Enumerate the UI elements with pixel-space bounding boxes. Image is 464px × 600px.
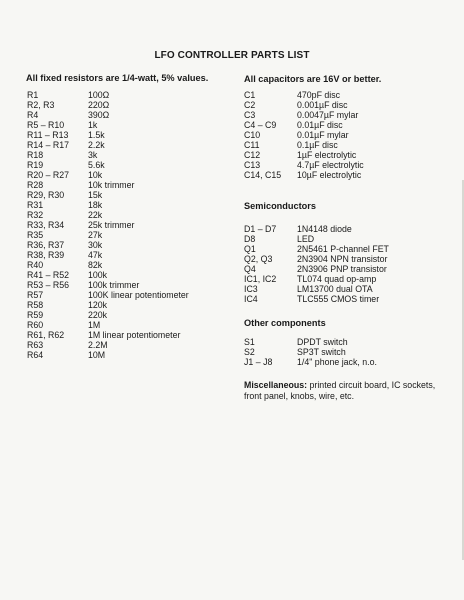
semiconductor-ref: IC1, IC2: [244, 274, 277, 284]
semiconductor-value: TLC555 CMOS timer: [297, 294, 380, 304]
resistor-value: 22k: [88, 210, 103, 220]
capacitor-row: [244, 130, 454, 140]
resistor-row: [27, 340, 227, 350]
semiconductor-ref: IC4: [244, 294, 258, 304]
other-component-row: [244, 347, 454, 357]
resistor-value: 30k: [88, 240, 103, 250]
resistor-value: 10k trimmer: [88, 180, 135, 190]
resistor-row: [27, 130, 227, 140]
resistor-value: 3k: [88, 150, 98, 160]
miscellaneous-text: printed circuit board, IC sockets, front panel, knobs, wire, etc.: [244, 380, 436, 401]
resistor-row: [27, 320, 227, 330]
resistor-ref: R14 – R17: [27, 140, 70, 150]
capacitor-ref: C1: [244, 90, 256, 100]
resistor-row: [27, 160, 227, 170]
resistor-value: 47k: [88, 250, 103, 260]
semiconductor-ref: Q2, Q3: [244, 254, 273, 264]
capacitor-row: [244, 140, 454, 150]
resistor-ref: R57: [27, 290, 44, 300]
resistor-value: 27k: [88, 230, 103, 240]
semiconductor-value: 1N4148 diode: [297, 224, 352, 234]
resistor-value: 2.2k: [88, 140, 105, 150]
resistor-value: 1M linear potentiometer: [88, 330, 181, 340]
resistor-ref: R35: [27, 230, 44, 240]
capacitor-ref: C12: [244, 150, 261, 160]
other-component-value: 1/4" phone jack, n.o.: [297, 357, 377, 367]
capacitor-row: [244, 110, 454, 120]
capacitor-ref: C14, C15: [244, 170, 282, 180]
semiconductor-row: [244, 274, 454, 284]
resistor-row: [27, 170, 227, 180]
capacitor-row: [244, 90, 454, 100]
resistor-row: [27, 90, 227, 100]
resistor-ref: R1: [27, 90, 39, 100]
capacitor-ref: C2: [244, 100, 256, 110]
other-component-row: [244, 337, 454, 347]
resistor-row: [27, 220, 227, 230]
capacitor-ref: C13: [244, 160, 261, 170]
semiconductor-row: [244, 234, 454, 244]
resistor-value: 5.6k: [88, 160, 105, 170]
semiconductors-heading: Semiconductors: [244, 201, 316, 211]
other-component-value: DPDT switch: [297, 337, 348, 347]
resistor-row: [27, 250, 227, 260]
resistor-row: [27, 260, 227, 270]
resistor-ref: R2, R3: [27, 100, 55, 110]
resistor-ref: R41 – R52: [27, 270, 70, 280]
other-component-row: [244, 357, 454, 367]
resistor-ref: R33, R34: [27, 220, 65, 230]
other-component-value: SP3T switch: [297, 347, 346, 357]
semiconductor-row: [244, 224, 454, 234]
resistors-list: [27, 90, 227, 360]
resistor-value: 2.2M: [88, 340, 108, 350]
resistor-ref: R59: [27, 310, 44, 320]
resistor-ref: R28: [27, 180, 44, 190]
resistor-row: [27, 200, 227, 210]
capacitor-value: 4.7µF electrolytic: [297, 160, 364, 170]
resistor-value: 100k trimmer: [88, 280, 140, 290]
resistor-row: [27, 140, 227, 150]
resistor-value: 390Ω: [88, 110, 110, 120]
capacitors-heading: All capacitors are 16V or better.: [244, 74, 382, 84]
resistor-value: 120k: [88, 300, 108, 310]
resistor-value: 1k: [88, 120, 98, 130]
resistor-row: [27, 290, 227, 300]
semiconductor-value: 2N3904 NPN transistor: [297, 254, 388, 264]
resistor-value: 10k: [88, 170, 103, 180]
capacitor-value: 1µF electrolytic: [297, 150, 357, 160]
resistor-row: [27, 240, 227, 250]
resistor-ref: R38, R39: [27, 250, 65, 260]
semiconductor-value: LM13700 dual OTA: [297, 284, 373, 294]
capacitor-value: 0.01µF mylar: [297, 130, 349, 140]
capacitor-row: [244, 160, 454, 170]
capacitor-ref: C4 – C9: [244, 120, 277, 130]
resistor-value: 100Ω: [88, 90, 110, 100]
capacitor-value: 0.0047µF mylar: [297, 110, 359, 120]
resistor-value: 18k: [88, 200, 103, 210]
resistor-row: [27, 300, 227, 310]
miscellaneous-label: Miscellaneous:: [244, 380, 308, 390]
resistor-value: 82k: [88, 260, 103, 270]
resistor-ref: R36, R37: [27, 240, 65, 250]
resistor-value: 100k: [88, 270, 108, 280]
other-component-ref: S2: [244, 347, 255, 357]
capacitor-row: [244, 100, 454, 110]
miscellaneous-note: [244, 380, 449, 402]
resistor-row: [27, 350, 227, 360]
resistor-ref: R20 – R27: [27, 170, 70, 180]
resistor-row: [27, 150, 227, 160]
resistor-value: 100K linear potentiometer: [88, 290, 189, 300]
semiconductor-row: [244, 284, 454, 294]
resistor-row: [27, 190, 227, 200]
capacitor-ref: C11: [244, 140, 260, 150]
resistor-value: 10M: [88, 350, 106, 360]
semiconductor-ref: D8: [244, 234, 256, 244]
resistor-row: [27, 210, 227, 220]
capacitor-ref: C3: [244, 110, 256, 120]
semiconductor-row: [244, 244, 454, 254]
resistor-value: 220Ω: [88, 100, 110, 110]
semiconductor-row: [244, 254, 454, 264]
other-component-ref: J1 – J8: [244, 357, 273, 367]
capacitor-value: 470pF disc: [297, 90, 341, 100]
semiconductor-value: 2N3906 PNP transistor: [297, 264, 387, 274]
resistor-value: 15k: [88, 190, 103, 200]
resistor-ref: R53 – R56: [27, 280, 70, 290]
resistor-row: [27, 110, 227, 120]
semiconductor-ref: Q4: [244, 264, 256, 274]
resistor-ref: R31: [27, 200, 44, 210]
capacitor-row: [244, 170, 454, 180]
semiconductor-value: LED: [297, 234, 315, 244]
capacitor-value: 0.001µF disc: [297, 100, 348, 110]
capacitor-value: 0.1µF disc: [297, 140, 338, 150]
semiconductors-list: [244, 224, 454, 304]
resistor-ref: R63: [27, 340, 44, 350]
resistor-ref: R61, R62: [27, 330, 65, 340]
capacitors-list: [244, 90, 454, 180]
semiconductor-ref: Q1: [244, 244, 256, 254]
resistor-ref: R60: [27, 320, 44, 330]
other-components-heading: Other components: [244, 318, 326, 328]
resistor-value: 220k: [88, 310, 108, 320]
resistor-row: [27, 100, 227, 110]
capacitor-row: [244, 150, 454, 160]
resistor-ref: R18: [27, 150, 44, 160]
semiconductor-ref: IC3: [244, 284, 258, 294]
resistor-row: [27, 180, 227, 190]
resistors-heading: All fixed resistors are 1/4-watt, 5% values.: [26, 73, 209, 83]
resistor-value: 1.5k: [88, 130, 105, 140]
resistor-row: [27, 330, 227, 340]
capacitor-row: [244, 120, 454, 130]
resistor-ref: R19: [27, 160, 44, 170]
resistor-ref: R4: [27, 110, 39, 120]
resistor-row: [27, 120, 227, 130]
capacitor-ref: C10: [244, 130, 261, 140]
semiconductor-row: [244, 294, 454, 304]
resistor-ref: R29, R30: [27, 190, 65, 200]
semiconductor-value: 2N5461 P-channel FET: [297, 244, 389, 254]
resistor-value: 25k trimmer: [88, 220, 135, 230]
resistor-row: [27, 310, 227, 320]
semiconductor-row: [244, 264, 454, 274]
page-title: LFO CONTROLLER PARTS LIST: [154, 50, 310, 61]
resistor-value: 1M: [88, 320, 101, 330]
resistor-ref: R40: [27, 260, 44, 270]
resistor-row: [27, 280, 227, 290]
resistor-ref: R64: [27, 350, 44, 360]
capacitor-value: 0.01µF disc: [297, 120, 343, 130]
capacitor-value: 10µF electrolytic: [297, 170, 362, 180]
semiconductor-value: TL074 quad op-amp: [297, 274, 377, 284]
resistor-row: [27, 230, 227, 240]
resistor-ref: R5 – R10: [27, 120, 65, 130]
resistor-row: [27, 270, 227, 280]
resistor-ref: R58: [27, 300, 44, 310]
other-components-list: [244, 337, 454, 367]
other-component-ref: S1: [244, 337, 255, 347]
resistor-ref: R11 – R13: [27, 130, 69, 140]
resistor-ref: R32: [27, 210, 44, 220]
semiconductor-ref: D1 – D7: [244, 224, 277, 234]
